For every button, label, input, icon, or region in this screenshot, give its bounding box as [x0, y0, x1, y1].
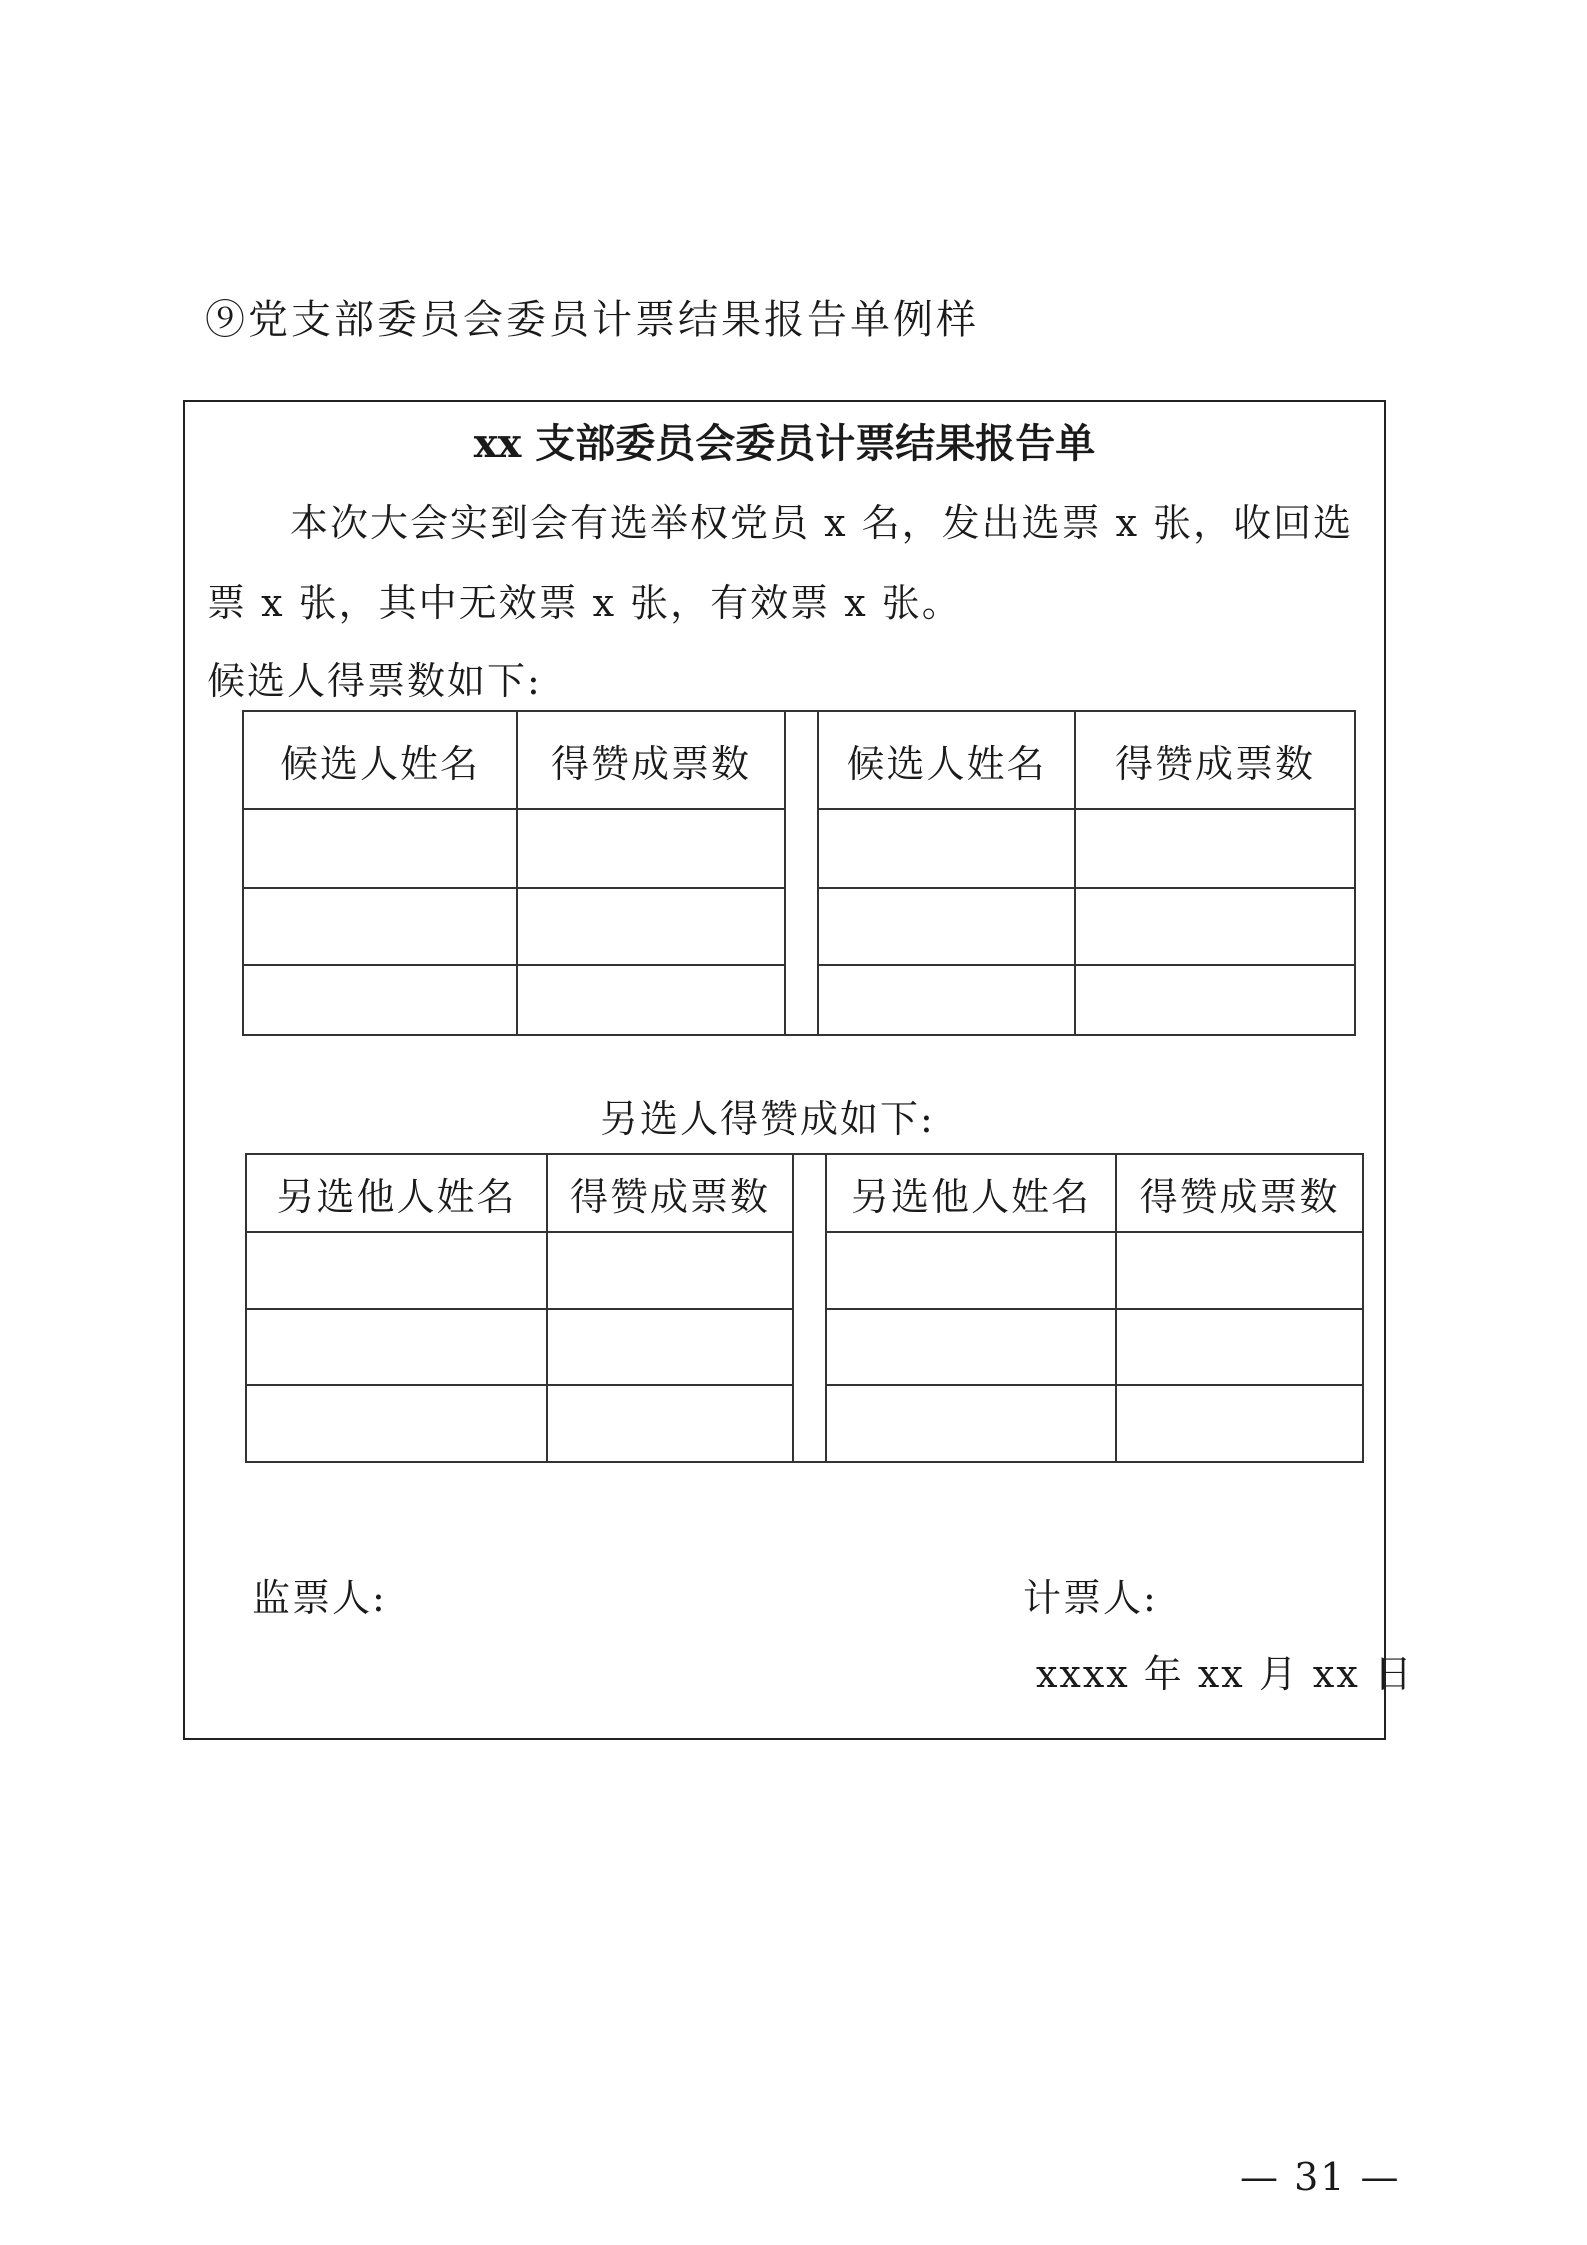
header-votes-for-2: 得赞成票数 [1075, 711, 1355, 809]
name-cell[interactable] [818, 809, 1075, 888]
name-cell[interactable] [826, 1385, 1116, 1462]
header-candidate-name-2: 候选人姓名 [818, 711, 1075, 809]
name-cell[interactable] [826, 1232, 1116, 1309]
section-heading: ⑨党支部委员会委员计票结果报告单例样 [205, 297, 979, 343]
votes-cell[interactable] [547, 1385, 793, 1462]
attendance-text-line-1: 本次大会实到会有选举权党员 x 名，发出选票 x 张，收回选 [290, 501, 1354, 545]
name-cell[interactable] [818, 965, 1075, 1035]
table-header-row [243, 711, 1355, 809]
header-other-name-2: 另选他人姓名 [826, 1154, 1116, 1232]
candidates-heading: 候选人得票数如下: [207, 659, 542, 703]
counter-signature-label: 计票人: [1023, 1576, 1158, 1620]
votes-cell[interactable] [547, 1309, 793, 1385]
name-cell[interactable] [246, 1232, 547, 1309]
header-votes-for: 得赞成票数 [547, 1154, 793, 1232]
page-number: — 31 — [1240, 2155, 1401, 2199]
header-other-name: 另选他人姓名 [246, 1154, 547, 1232]
votes-cell[interactable] [1116, 1232, 1363, 1309]
votes-cell[interactable] [517, 809, 785, 888]
votes-cell[interactable] [1075, 888, 1355, 965]
votes-cell[interactable] [517, 888, 785, 965]
name-cell[interactable] [826, 1309, 1116, 1385]
monitor-signature-label: 监票人: [252, 1576, 387, 1620]
name-cell[interactable] [243, 888, 517, 965]
column-gap [793, 1154, 826, 1462]
votes-cell[interactable] [1116, 1309, 1363, 1385]
report-date: xxxx 年 xx 月 xx 日 [1036, 1652, 1414, 1696]
others-heading: 另选人得赞成如下: [600, 1097, 935, 1141]
others-vote-table [245, 1153, 1364, 1463]
header-candidate-name: 候选人姓名 [243, 711, 517, 809]
name-cell[interactable] [246, 1309, 547, 1385]
name-cell[interactable] [243, 965, 517, 1035]
votes-cell[interactable] [517, 965, 785, 1035]
attendance-text-line-2: 票 x 张，其中无效票 x 张，有效票 x 张。 [207, 581, 962, 625]
header-votes-for: 得赞成票数 [517, 711, 785, 809]
form-title: xx 支部委员会委员计票结果报告单 [473, 420, 1096, 467]
column-gap [785, 711, 818, 1035]
name-cell[interactable] [818, 888, 1075, 965]
name-cell[interactable] [243, 809, 517, 888]
name-cell[interactable] [246, 1385, 547, 1462]
votes-cell[interactable] [1116, 1385, 1363, 1462]
votes-cell[interactable] [1075, 965, 1355, 1035]
votes-cell[interactable] [1075, 809, 1355, 888]
table-header-row [246, 1154, 1363, 1232]
votes-cell[interactable] [547, 1232, 793, 1309]
candidates-vote-table [242, 710, 1356, 1036]
header-votes-for-2: 得赞成票数 [1116, 1154, 1363, 1232]
